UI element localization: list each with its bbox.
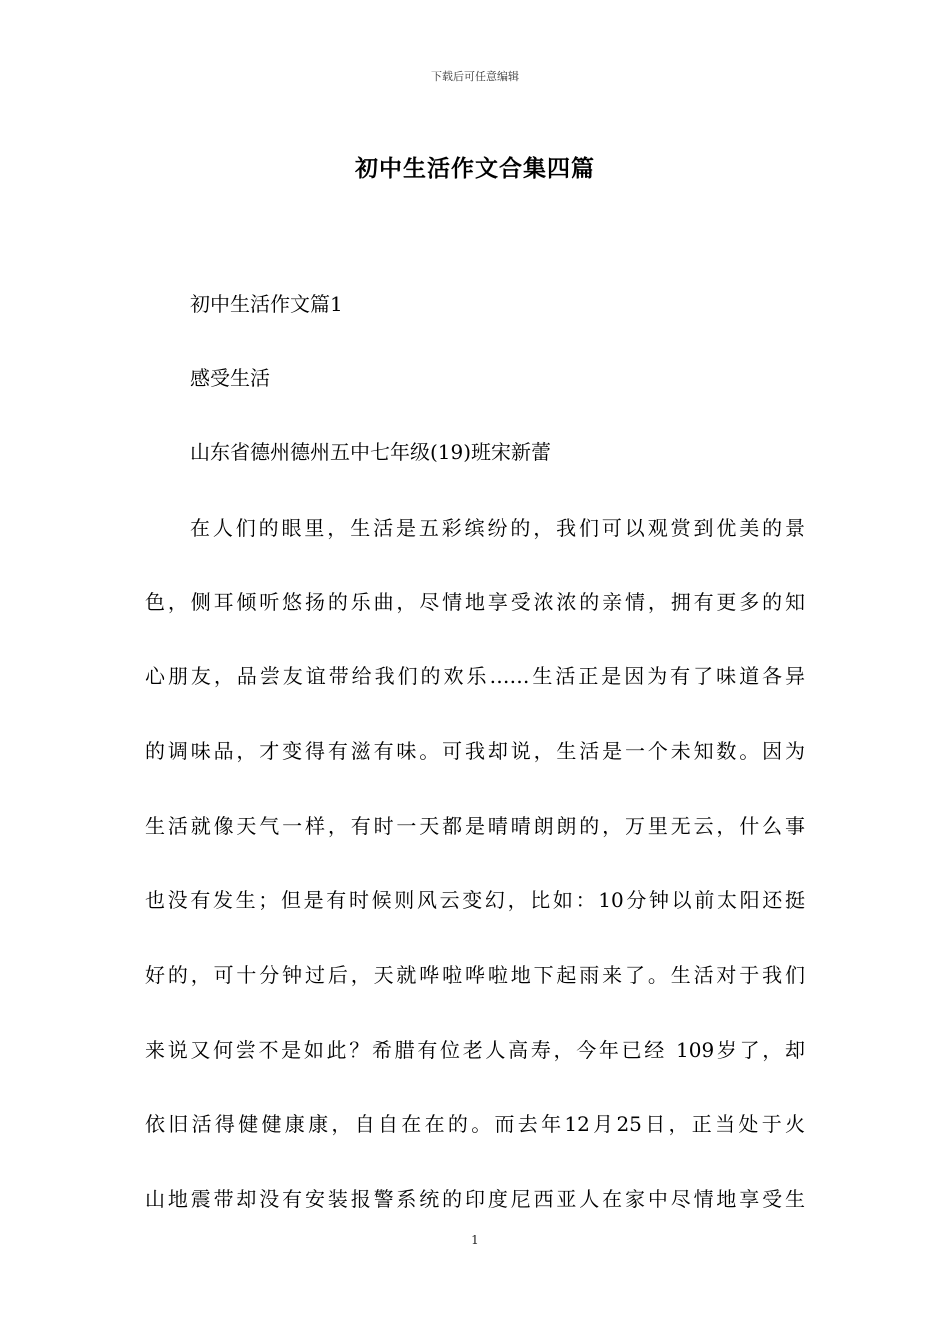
body-line: 也没有发生；但是有时候则风云变幻，比如：10分钟以前太阳还挺 [145,888,805,912]
header-note: 下载后可任意编辑 [431,70,519,83]
author-line: 山东省德州德州五中七年级(19)班宋新蕾 [190,440,552,464]
body-line: 好的，可十分钟过后，天就哗啦哗啦地下起雨来了。生活对于我们 [145,963,805,987]
body-line: 的调味品，才变得有滋有味。可我却说，生活是一个未知数。因为 [145,739,805,763]
section-heading: 初中生活作文篇1 [190,292,343,316]
body-line: 生活就像天气一样，有时一天都是晴晴朗朗的，万里无云，什么事 [145,814,805,838]
body-line: 在人们的眼里，生活是五彩缤纷的，我们可以观赏到优美的景 [190,516,805,540]
body-line: 心朋友，品尝友谊带给我们的欢乐……生活正是因为有了味道各异 [145,664,805,688]
body-line: 来说又何尝不是如此？希腊有位老人高寿，今年已经 109岁了，却 [145,1038,805,1062]
body-line: 山地震带却没有安装报警系统的印度尼西亚人在家中尽情地享受生 [145,1187,805,1211]
document-title: 初中生活作文合集四篇 [355,155,595,182]
page-number: 1 [471,1233,479,1247]
body-line: 依旧活得健健康康，自自在在的。而去年12月25日，正当处于火 [145,1112,805,1136]
essay-title: 感受生活 [190,366,270,390]
body-line: 色，侧耳倾听悠扬的乐曲，尽情地享受浓浓的亲情，拥有更多的知 [145,590,805,614]
